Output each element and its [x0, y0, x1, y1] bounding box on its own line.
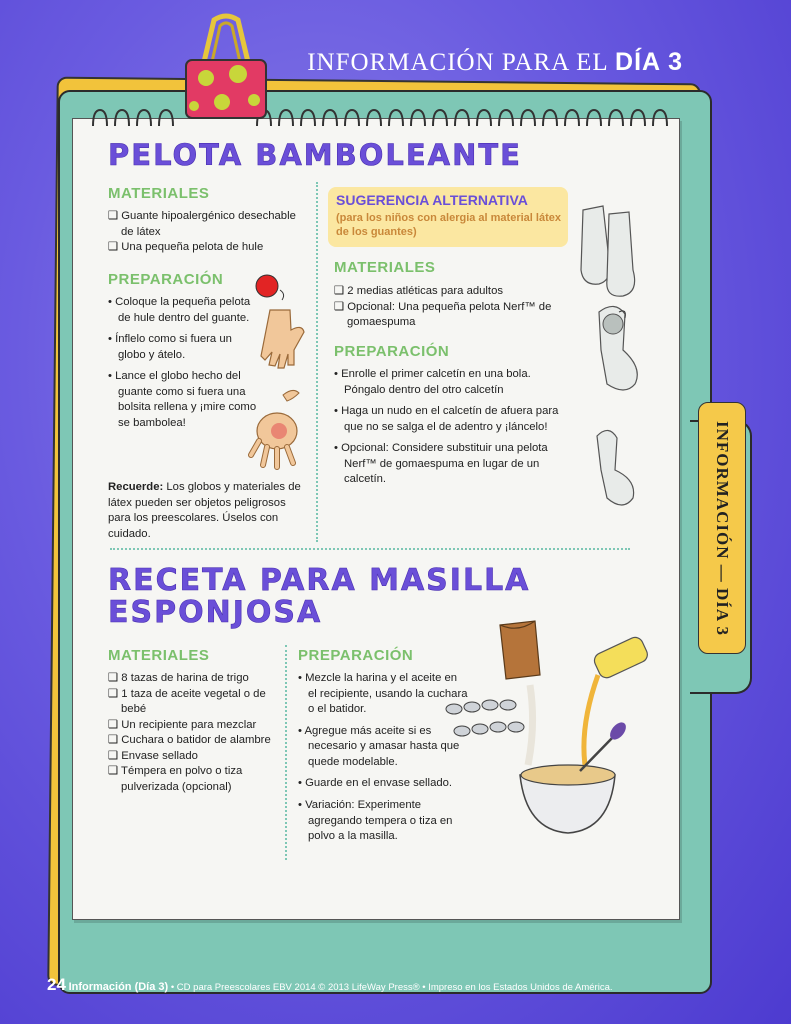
list-item: • Lance el globo hecho del guante como si fuera una bolsita rellena y ¡mire como se bambolea! [108, 370, 257, 430]
section2-title-line1: RECETA PARA MASILLA [108, 563, 531, 598]
alternative-prep-list [334, 367, 574, 494]
note-text: Los globos y materiales de látex pueden ser objetos peligrosos para los preescolares. Úselos con cuidado. [108, 481, 301, 540]
alternative-title: SUGERENCIA ALTERNATIVA [336, 192, 528, 208]
binder-clip-icon [176, 12, 276, 122]
page-header-title [307, 48, 683, 77]
section1-title: PELOTA BAMBOLEANTE [108, 138, 522, 172]
list-item: • Mezcle la harina y el aceite en el recipiente, usando la cuchara o el batidor. [298, 672, 468, 716]
footer-section: Información (Día 3) [68, 981, 169, 993]
list-item: ❑ 1 taza de aceite vegetal o de bebé [108, 687, 266, 716]
note-label: Recuerde: [108, 481, 164, 493]
section1-prep-list [108, 295, 258, 438]
list-item: • Variación: Experimente agregando tempera o tiza en polvo a la masilla. [298, 799, 453, 843]
header-title-prefix: INFORMACIÓN PARA EL [307, 49, 608, 76]
section1-materials-heading: MATERIALES [108, 185, 210, 202]
section2-prep-heading: PREPARACIÓN [298, 647, 414, 664]
list-item: ❑ 2 medias atléticas para adultos [334, 285, 504, 297]
list-item: • Haga un nudo en el calcetín de afuera para que no se salga el de adentro y ¡láncelo! [334, 405, 559, 433]
list-item: • Agregue más aceite si es necesario y amasar hasta que quede modelable. [298, 724, 460, 768]
alternative-materials-list [334, 284, 574, 331]
list-item: ❑ Opcional: Una pequeña pelota Nerf™ de gomaespuma [334, 300, 552, 329]
list-item: ❑ 8 tazas de harina de trigo [108, 672, 249, 684]
recipe-illustration [440, 615, 655, 845]
list-item: • Ínflelo como si fuera un globo y átelo. [108, 333, 232, 361]
measuring-cups-icon [446, 700, 524, 736]
spiral-binding-icon [85, 104, 675, 134]
column-divider-bottom [285, 645, 287, 860]
folder-tab-label [698, 402, 746, 654]
page-number: 24 [47, 975, 66, 994]
footer-credit: • CD para Preescolares EBV 2014 © 2013 LifeWay Press® • Impreso en los Estados Unidos de América. [170, 982, 613, 993]
alternative-note: (para los niños con alergia al material látex de los guantes) [336, 212, 561, 239]
column-divider-top [316, 182, 318, 542]
section2-materials-heading: MATERIALES [108, 647, 210, 664]
section1-materials-list [108, 209, 298, 256]
list-item: ❑ Cuchara o batidor de alambre [108, 734, 271, 747]
list-item: ❑ Guante hipoalergénico desechable de látex [108, 210, 296, 238]
oil-bottle-icon [584, 635, 650, 765]
tab-label-text: INFORMACIÓN — DÍA 3 [713, 420, 732, 636]
section2-materials-list [108, 671, 278, 796]
sock-icon [575, 200, 655, 520]
header-title-day: DÍA 3 [615, 48, 683, 76]
list-item: ❑ Un recipiente para mezclar [108, 718, 257, 731]
list-item: • Coloque la pequeña pelota de hule dentro del guante. [108, 296, 251, 324]
list-item: • Opcional: Considere substituir una pelota Nerf™ de gomaespuma en lugar de un calcetín. [334, 442, 548, 486]
flour-bag-icon [500, 621, 540, 679]
list-item: • Guarde en el envase sellado. [298, 777, 453, 790]
latex-glove-icon [250, 270, 310, 380]
list-item: ❑ Témpera en polvo o tiza pulverizada (opcional) [108, 765, 243, 794]
alternative-prep-heading: PREPARACIÓN [334, 343, 450, 360]
section1-prep-heading: PREPARACIÓN [108, 271, 224, 288]
list-item: ❑ Envase sellado [108, 749, 198, 762]
list-item: ❑ Una pequeña pelota de hule [108, 241, 264, 254]
mixing-bowl-icon [520, 719, 629, 833]
page-footer [47, 975, 613, 995]
section2-title-line2: ESPONJOSA [108, 594, 323, 630]
tied-glove-ball-icon [245, 385, 315, 475]
section-divider [110, 548, 630, 550]
alternative-materials-heading: MATERIALES [334, 259, 436, 276]
section1-note [108, 480, 308, 542]
list-item: • Enrolle el primer calcetín en una bola. Póngalo dentro del otro calcetín [334, 368, 531, 396]
